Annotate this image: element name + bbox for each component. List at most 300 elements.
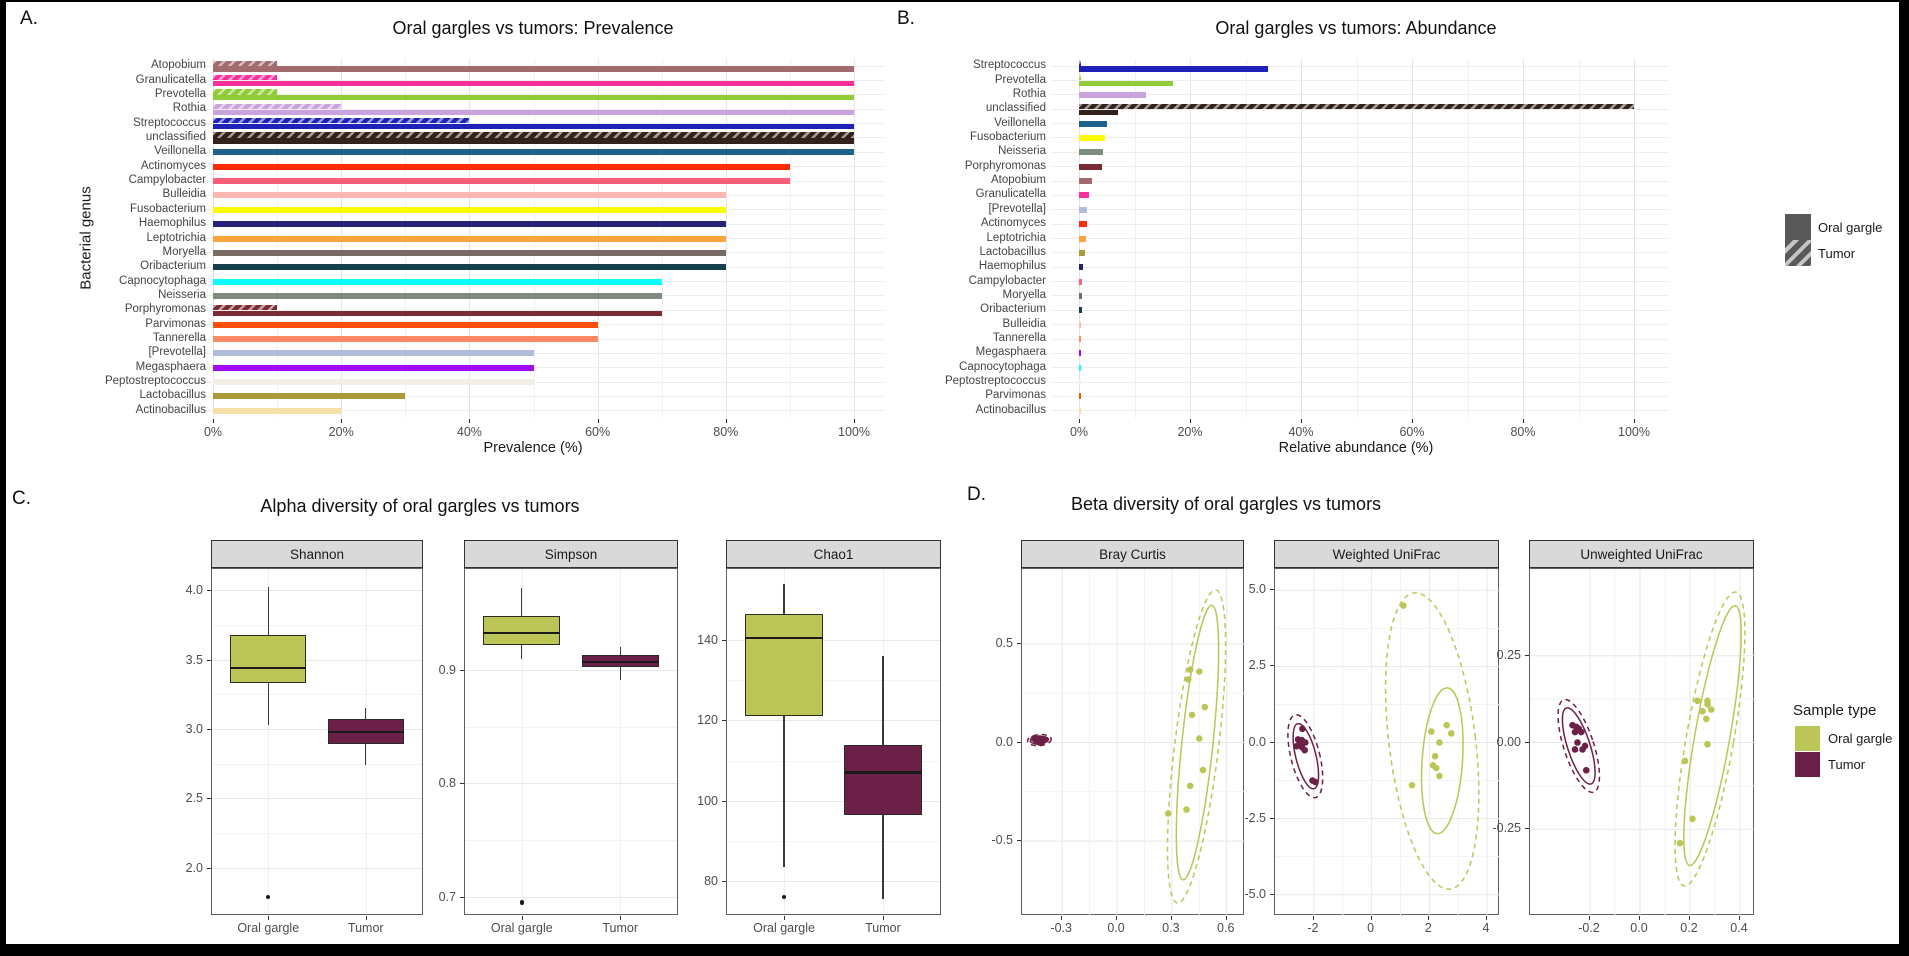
panel-a-title: Oral gargles vs tumors: Prevalence xyxy=(392,18,674,38)
genus-label: Porphyromonas xyxy=(964,159,1046,172)
whisker-upper xyxy=(268,587,269,634)
x-tick-mark xyxy=(1301,419,1302,423)
x-tick-label: 4 xyxy=(1482,921,1490,935)
box xyxy=(844,745,921,815)
bar-oral-gargle xyxy=(1079,393,1081,399)
y-tick-label: 0.7 xyxy=(438,889,456,904)
x-tick-label: 0% xyxy=(1069,425,1089,439)
oral-gargle-ellipse-solid xyxy=(1417,686,1467,835)
y-tick-label: -2.5 xyxy=(1244,810,1266,825)
data-point-oral-gargle xyxy=(1689,816,1696,823)
data-point-oral-gargle xyxy=(1699,708,1706,715)
x-tick-mark xyxy=(1639,916,1640,920)
y-tick-mark xyxy=(1525,742,1529,743)
row-gridline xyxy=(1052,367,1668,368)
y-tick-label: 2.0 xyxy=(185,860,203,875)
data-point-tumor xyxy=(1301,747,1308,754)
y-tick-mark xyxy=(722,720,726,721)
facet-strip: Weighted UniFrac xyxy=(1274,540,1499,568)
y-tick-mark xyxy=(207,729,211,730)
bar-oral-gargle xyxy=(1079,221,1087,227)
whisker-upper xyxy=(882,656,883,744)
y-tick-label: 80 xyxy=(704,873,718,888)
median-line xyxy=(745,637,822,639)
gridline-h-minor xyxy=(212,694,422,695)
genus-label: Prevotella xyxy=(154,87,206,100)
x-tick-mark xyxy=(854,419,855,423)
x-tick-mark xyxy=(1190,419,1191,423)
facet-strip: Chao1 xyxy=(726,540,941,568)
row-gridline xyxy=(1052,295,1668,296)
x-tick-label: 60% xyxy=(585,425,611,439)
x-tick-mark xyxy=(1634,419,1635,423)
x-tick-label: 0.0 xyxy=(1630,921,1648,935)
y-tick-label: 140 xyxy=(697,633,718,648)
data-point-tumor xyxy=(1312,779,1319,786)
genus-label: Streptococcus xyxy=(133,116,206,129)
group-label: Tumor xyxy=(865,921,901,935)
data-point-oral-gargle xyxy=(1436,739,1443,746)
genus-label: Campylobacter xyxy=(128,174,206,187)
group-label: Oral gargle xyxy=(237,921,300,935)
y-tick-mark xyxy=(460,897,464,898)
y-tick-label: -5.0 xyxy=(1244,886,1266,901)
panel-d-label: D. xyxy=(967,484,986,505)
genus-label: Oribacterium xyxy=(980,303,1046,316)
bar-oral-gargle xyxy=(1079,279,1082,285)
data-point-tumor xyxy=(1574,739,1581,746)
x-tick-mark xyxy=(1739,916,1740,920)
x-tick-label: 0.6 xyxy=(1217,921,1235,935)
data-point-tumor xyxy=(1299,726,1306,733)
data-point-oral-gargle xyxy=(1443,722,1450,729)
genus-label: Actinobacillus xyxy=(975,403,1046,416)
y-tick-mark xyxy=(722,881,726,882)
bar-oral-gargle xyxy=(213,311,662,316)
gridline-h-minor xyxy=(212,833,422,834)
bar-oral-gargle xyxy=(1079,164,1102,170)
gridline-h xyxy=(465,783,677,784)
data-point-tumor xyxy=(1293,743,1300,750)
y-tick-mark xyxy=(207,590,211,591)
bar-oral-gargle xyxy=(213,81,854,86)
y-tick-label: 3.0 xyxy=(185,722,203,736)
bar-oral-gargle xyxy=(1079,365,1081,371)
data-point-oral-gargle xyxy=(1183,806,1190,813)
x-tick-label: 40% xyxy=(1288,425,1314,439)
gridline-h xyxy=(465,897,677,898)
x-tick-label: 20% xyxy=(328,425,354,439)
data-point-oral-gargle xyxy=(1165,810,1172,817)
y-tick-label: 0.00 xyxy=(1496,734,1521,749)
tick-mark-x xyxy=(522,916,523,920)
x-tick-mark xyxy=(1079,419,1080,423)
bar-oral-gargle xyxy=(213,207,726,213)
x-tick-mark xyxy=(726,419,727,423)
genus-label: Lactobacillus xyxy=(139,389,206,402)
bar-oral-gargle xyxy=(213,95,854,100)
data-point-oral-gargle xyxy=(1694,698,1701,705)
median-line xyxy=(582,661,659,663)
tick-mark-x xyxy=(784,916,785,920)
row-gridline xyxy=(1052,181,1668,182)
panel-d-title: Beta diversity of oral gargles vs tumors xyxy=(1070,494,1382,514)
gridline-h xyxy=(212,798,422,799)
median-line xyxy=(328,731,404,733)
genus-label: Tannerella xyxy=(152,332,206,345)
row-gridline xyxy=(1052,123,1668,124)
scatter-facet-weighted-unifrac xyxy=(1275,569,1500,916)
x-tick-label: -0.2 xyxy=(1578,921,1600,935)
bar-oral-gargle xyxy=(1079,322,1081,328)
gridline-h xyxy=(212,868,422,869)
median-line xyxy=(483,632,560,634)
x-tick-label: 20% xyxy=(1177,425,1203,439)
genus-label: Megasphaera xyxy=(975,346,1046,359)
bar-oral-gargle xyxy=(213,322,598,328)
facet-strip: Shannon xyxy=(211,540,423,568)
data-point-oral-gargle xyxy=(1708,706,1715,713)
group-label: Tumor xyxy=(602,921,639,935)
y-tick-mark xyxy=(207,798,211,799)
row-gridline xyxy=(1052,382,1668,383)
figure-canvas xyxy=(6,2,1899,944)
group-gridline-v xyxy=(620,569,621,914)
data-point-oral-gargle xyxy=(1677,840,1684,847)
x-tick-mark xyxy=(1589,916,1590,920)
row-gridline xyxy=(1052,238,1668,239)
tumor-ellipse-dashed xyxy=(1549,695,1608,797)
bar-oral-gargle xyxy=(1079,250,1085,256)
median-line xyxy=(230,667,306,669)
genus-label: Fusobacterium xyxy=(129,202,206,215)
data-point-oral-gargle xyxy=(1400,602,1407,609)
whisker-lower xyxy=(365,744,366,765)
y-tick-mark xyxy=(1017,643,1021,644)
bar-oral-gargle xyxy=(1079,178,1092,184)
box xyxy=(483,616,560,645)
x-tick-mark xyxy=(1226,916,1227,920)
bar-oral-gargle xyxy=(213,164,790,170)
genus-label: Atopobium xyxy=(151,59,206,72)
bar-oral-gargle xyxy=(213,350,534,356)
legend-swatch-oral-gargle-gray xyxy=(1785,214,1811,240)
genus-label: [Prevotella] xyxy=(988,202,1046,215)
genus-label: unclassified xyxy=(985,102,1046,115)
x-tick-mark xyxy=(1061,916,1062,920)
gridline-h-minor xyxy=(465,727,677,728)
bar-oral-gargle xyxy=(1079,336,1081,342)
data-point-oral-gargle xyxy=(1196,668,1203,675)
genus-label: Oribacterium xyxy=(140,260,206,273)
y-tick-label: 2.5 xyxy=(1248,658,1266,673)
bar-oral-gargle xyxy=(213,149,854,155)
bar-oral-gargle xyxy=(1079,408,1081,414)
bar-tumor xyxy=(213,89,277,94)
genus-label: unclassified xyxy=(145,130,206,143)
gridline-h-minor xyxy=(212,625,422,626)
genus-label: Actinobacillus xyxy=(135,403,206,416)
gridline-h xyxy=(465,670,677,671)
bar-tumor xyxy=(1079,75,1081,80)
row-gridline xyxy=(1052,353,1668,354)
panel-c-label: C. xyxy=(12,488,31,509)
y-tick-mark xyxy=(722,801,726,802)
genus-label: Haemophilus xyxy=(138,217,206,230)
bar-oral-gargle xyxy=(1079,81,1173,86)
whisker-lower xyxy=(620,667,621,681)
whisker-upper xyxy=(365,708,366,719)
y-tick-label: 0.5 xyxy=(995,635,1013,650)
data-point-oral-gargle xyxy=(1185,676,1192,683)
gridline-h xyxy=(727,720,940,721)
bar-oral-gargle xyxy=(1079,135,1105,141)
genus-label: Moryella xyxy=(162,245,206,258)
y-tick-label: -0.5 xyxy=(991,833,1013,848)
bar-tumor xyxy=(213,118,469,123)
group-label: Oral gargle xyxy=(490,921,553,935)
legend-ab-tumor-label: Tumor xyxy=(1818,246,1856,261)
scatter-facet-bray-curtis xyxy=(1022,569,1245,916)
genus-label: Rothia xyxy=(1012,87,1046,100)
genus-label: Actinomyces xyxy=(140,159,206,172)
row-gridline xyxy=(1052,195,1668,196)
bar-oral-gargle xyxy=(213,264,726,270)
facet-strip: Bray Curtis xyxy=(1021,540,1244,568)
legend-d-oral-gargle-label: Oral gargle xyxy=(1828,731,1893,746)
data-point-tumor xyxy=(1037,735,1044,742)
data-point-oral-gargle xyxy=(1189,712,1196,719)
x-tick-mark xyxy=(213,419,214,423)
y-tick-label: 120 xyxy=(697,713,718,728)
group-label: Tumor xyxy=(347,921,384,935)
whisker-upper xyxy=(783,584,784,614)
x-tick-label: 2 xyxy=(1424,921,1432,935)
oral-gargle-ellipse-solid xyxy=(1672,603,1752,869)
x-tick-label: 80% xyxy=(713,425,739,439)
x-tick-mark xyxy=(1486,916,1487,920)
whisker-lower xyxy=(521,645,522,659)
y-tick-mark xyxy=(207,660,211,661)
bar-oral-gargle xyxy=(213,178,790,184)
genus-label: Capnocytophaga xyxy=(959,360,1046,373)
whisker-lower xyxy=(882,815,883,899)
data-point-tumor xyxy=(1579,746,1586,753)
x-tick-mark xyxy=(1371,916,1372,920)
genus-label: Bulleidia xyxy=(1002,317,1046,330)
genus-label: Leptotrichia xyxy=(986,231,1046,244)
genus-label: Moryella xyxy=(1002,288,1046,301)
y-tick-label: 0.9 xyxy=(438,663,456,678)
panel-c-title: Alpha diversity of oral gargles vs tumors xyxy=(260,496,580,516)
legend-swatch-tumor-maroon xyxy=(1795,752,1820,777)
x-tick-label: 60% xyxy=(1399,425,1425,439)
x-tick-label: 0.0 xyxy=(1107,921,1125,935)
panel-b-x-axis-title: Relative abundance (%) xyxy=(1278,440,1434,456)
row-gridline xyxy=(1052,281,1668,282)
bar-oral-gargle xyxy=(1079,236,1086,242)
bar-oral-gargle xyxy=(213,250,726,256)
bar-oral-gargle xyxy=(213,66,854,71)
facet-strip: Simpson xyxy=(464,540,678,568)
y-tick-mark xyxy=(1270,742,1274,743)
bar-oral-gargle xyxy=(213,393,405,399)
genus-label: Veillonella xyxy=(994,116,1046,129)
gridline-h-minor xyxy=(465,840,677,841)
y-tick-mark xyxy=(1525,655,1529,656)
x-tick-label: 100% xyxy=(1618,425,1650,439)
genus-label: Fusobacterium xyxy=(969,130,1046,143)
genus-label: Porphyromonas xyxy=(124,303,206,316)
bar-oral-gargle xyxy=(213,192,726,198)
y-tick-mark xyxy=(1270,818,1274,819)
y-tick-mark xyxy=(1270,665,1274,666)
whisker-upper xyxy=(620,647,621,655)
genus-label: Lactobacillus xyxy=(979,245,1046,258)
x-tick-label: 0.3 xyxy=(1162,921,1180,935)
y-tick-label: 2.5 xyxy=(185,791,203,806)
data-point-oral-gargle xyxy=(1703,716,1710,723)
data-point-oral-gargle xyxy=(1187,666,1194,673)
y-tick-label: 4.0 xyxy=(185,583,203,598)
data-point-tumor xyxy=(1578,729,1585,736)
y-tick-mark xyxy=(722,640,726,641)
genus-label: Leptotrichia xyxy=(146,231,206,244)
bar-oral-gargle xyxy=(213,138,854,143)
data-point-oral-gargle xyxy=(1201,704,1208,711)
genus-label: Neisseria xyxy=(158,288,206,301)
data-point-oral-gargle xyxy=(1682,758,1689,765)
outlier-point xyxy=(520,900,524,904)
y-tick-label: 0.0 xyxy=(1248,734,1266,749)
bar-oral-gargle xyxy=(213,221,726,227)
data-point-oral-gargle xyxy=(1448,730,1455,737)
bar-oral-gargle xyxy=(1079,293,1082,299)
whisker-upper xyxy=(521,588,522,615)
box xyxy=(745,614,822,716)
data-point-oral-gargle xyxy=(1187,783,1194,790)
genus-label: Bulleidia xyxy=(162,188,206,201)
x-tick-mark xyxy=(1689,916,1690,920)
legend-swatch-tumor-hatched xyxy=(1785,240,1811,266)
y-tick-mark xyxy=(1017,742,1021,743)
legend-ab-oral-gargle-label: Oral gargle xyxy=(1818,220,1883,235)
genus-label: Peptostreptococcus xyxy=(104,375,206,388)
legend-d-tumor-label: Tumor xyxy=(1828,757,1866,772)
gridline-h-minor xyxy=(212,764,422,765)
group-label: Oral gargle xyxy=(753,921,815,935)
bar-oral-gargle xyxy=(1079,149,1103,155)
genus-label: Parvimonas xyxy=(145,317,206,330)
gridline-h xyxy=(727,881,940,882)
bar-oral-gargle xyxy=(1079,264,1083,270)
y-tick-mark xyxy=(1525,828,1529,829)
x-tick-label: 0.4 xyxy=(1730,921,1748,935)
bar-oral-gargle xyxy=(1079,121,1107,127)
genus-label: [Prevotella] xyxy=(148,346,206,359)
x-tick-mark xyxy=(1116,916,1117,920)
bar-tumor xyxy=(213,75,277,80)
data-point-tumor xyxy=(1572,729,1579,736)
bar-oral-gargle xyxy=(1079,192,1089,198)
y-tick-mark xyxy=(460,783,464,784)
x-tick-label: -0.3 xyxy=(1050,921,1072,935)
row-gridline xyxy=(1052,267,1668,268)
tick-mark-x xyxy=(883,916,884,920)
data-point-oral-gargle xyxy=(1432,753,1439,760)
x-tick-mark xyxy=(341,419,342,423)
scatter-facet-unweighted-unifrac xyxy=(1530,569,1755,916)
genus-label: Rothia xyxy=(172,102,206,115)
x-tick-mark xyxy=(598,419,599,423)
bar-tumor xyxy=(213,104,341,109)
bar-oral-gargle xyxy=(1079,207,1087,213)
x-tick-label: 80% xyxy=(1510,425,1536,439)
bar-oral-gargle xyxy=(1079,379,1081,385)
bar-tumor xyxy=(1079,61,1081,66)
row-gridline xyxy=(1052,410,1668,411)
facet-plot xyxy=(1021,568,1244,915)
y-tick-mark xyxy=(1270,894,1274,895)
y-tick-label: 100 xyxy=(697,793,718,808)
box xyxy=(230,635,306,684)
whisker-lower xyxy=(268,683,269,725)
genus-label: Capnocytophaga xyxy=(119,274,206,287)
bar-oral-gargle xyxy=(213,379,534,385)
data-point-tumor xyxy=(1572,746,1579,753)
legend-d-title: Sample type xyxy=(1793,702,1877,719)
bar-oral-gargle xyxy=(213,110,854,115)
y-tick-label: 5.0 xyxy=(1248,582,1266,597)
data-point-oral-gargle xyxy=(1433,765,1440,772)
x-tick-label: 100% xyxy=(838,425,870,439)
row-gridline xyxy=(1052,396,1668,397)
x-tick-label: 0.2 xyxy=(1680,921,1698,935)
x-tick-mark xyxy=(1412,419,1413,423)
genus-label: Parvimonas xyxy=(985,389,1046,402)
bar-oral-gargle xyxy=(1079,110,1118,115)
row-gridline xyxy=(1052,166,1668,167)
row-gridline xyxy=(1052,252,1668,253)
x-tick-mark xyxy=(1428,916,1429,920)
whisker-lower xyxy=(783,716,784,866)
row-gridline xyxy=(1052,224,1668,225)
data-point-oral-gargle xyxy=(1436,773,1443,780)
panel-a-label: A. xyxy=(20,8,38,29)
x-tick-mark xyxy=(1523,419,1524,423)
panel-a-x-axis-title: Prevalence (%) xyxy=(483,440,583,456)
facet-plot xyxy=(1529,568,1754,915)
gridline-h xyxy=(212,590,422,591)
x-tick-label: 40% xyxy=(456,425,482,439)
facet-plot xyxy=(1274,568,1499,915)
bar-tumor xyxy=(213,61,277,66)
bar-oral-gargle xyxy=(1079,307,1082,313)
data-point-oral-gargle xyxy=(1704,741,1711,748)
genus-label: Granulicatella xyxy=(135,73,206,86)
y-tick-label: 0.8 xyxy=(438,776,456,791)
bar-oral-gargle xyxy=(213,365,534,371)
x-tick-mark xyxy=(469,419,470,423)
tick-mark-x xyxy=(268,916,269,920)
x-tick-mark xyxy=(1171,916,1172,920)
genus-label: Actinomyces xyxy=(980,217,1046,230)
panel-b-title: Oral gargles vs tumors: Abundance xyxy=(1215,18,1497,38)
tumor-ellipse-dashed xyxy=(1281,711,1330,801)
tick-mark-x xyxy=(366,916,367,920)
bar-oral-gargle xyxy=(213,336,598,342)
x-tick-label: -2 xyxy=(1307,921,1319,935)
